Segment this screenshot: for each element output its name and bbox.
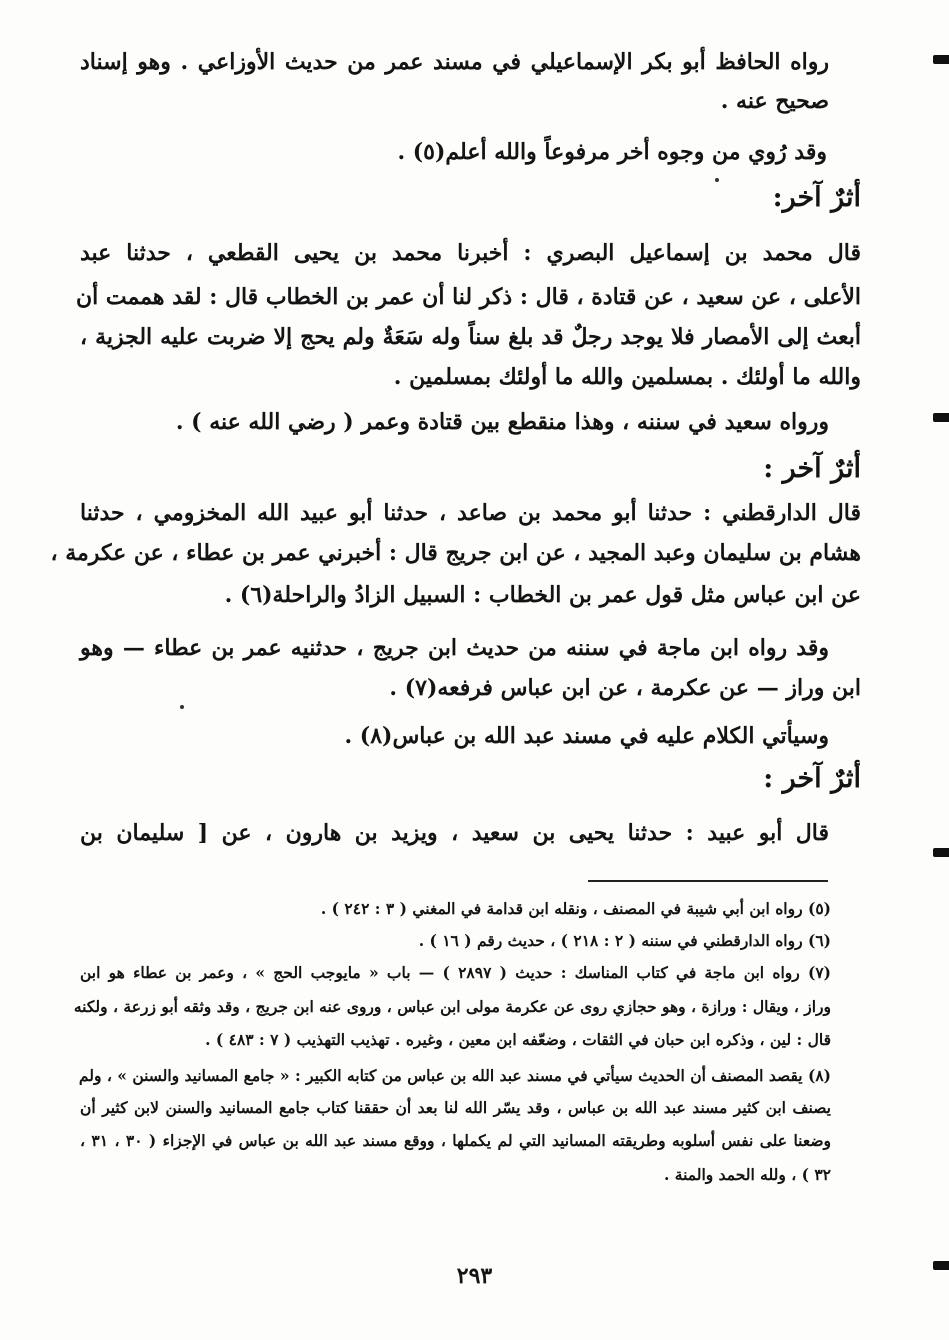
body-line: قال أبو عبيد : حدثنا يحيى بن سعيد ، ويزيد بن هارون ، عن [ سليمان بن bbox=[80, 820, 829, 846]
scan-edge-mark bbox=[933, 848, 949, 857]
section-heading: أثرٌ آخر: bbox=[772, 182, 861, 213]
body-line: أبعث إلى الأمصار فلا يوجد رجلٌ قد بلغ سناً وله سَعَةٌ ولم يحج إلا ضربت عليه الجزية ، bbox=[80, 324, 861, 350]
scan-edge-mark bbox=[933, 1261, 949, 1270]
body-line: رواه الحافظ أبو بكر الإسماعيلي في مسند عمر من حديث الأوزاعي . وهو إسناد bbox=[80, 49, 829, 75]
footnote-line: (٨) يقصد المصنف أن الحديث سيأتي في مسند عبد الله بن عباس من كتابه الكبير : « جامع المسانيد والسنن » ، ولم bbox=[78, 1066, 831, 1085]
footnote-line: وراز ، ويقال : ورازة ، وهو حجازي روى عن عكرمة مولى ابن عباس ، وروى عنه ابن جريج ، وقد وثقه أبو زرعة ، ولكنه bbox=[73, 997, 831, 1016]
scan-edge-mark bbox=[933, 55, 949, 64]
body-line: والله ما أولئك . بمسلمين والله ما أولئك بمسلمين . bbox=[393, 364, 861, 390]
body-line: ورواه سعيد في سننه ، وهذا منقطع بين قتادة وعمر ( رضي الله عنه ) . bbox=[175, 409, 829, 435]
footnote-line: (٧) رواه ابن ماجة في كتاب المناسك : حديث ( ٢٨٩٧ ) — باب « مايوجب الحج » ، وعمر بن عطاء هو ابن bbox=[80, 963, 831, 982]
section-heading: أثرٌ آخر : bbox=[763, 453, 861, 484]
scan-edge-mark bbox=[933, 413, 949, 422]
body-line: الأعلى ، عن سعيد ، عن قتادة ، قال : ذكر لنا أن عمر بن الخطاب قال : لقد هممت أن bbox=[75, 284, 861, 310]
body-line: وقد رُوي من وجوه أخر مرفوعاً والله أعلم(٥) . bbox=[397, 139, 827, 165]
page-number: ٢٩٣ bbox=[456, 1263, 493, 1289]
body-line: هشام بن سليمان وعبد المجيد ، عن ابن جريج قال : أخبرني عمر بن عطاء ، عن عكرمة ، bbox=[50, 540, 861, 566]
footnote-line: قال : لين ، وذكره ابن حبان في الثقات ، وضعّفه ابن معين ، وغيره . تهذيب التهذيب ( ٧ : ٤٨٣ ) . bbox=[205, 1030, 831, 1049]
footnote-separator bbox=[588, 880, 828, 882]
body-line: ابن وراز — عن عكرمة ، عن ابن عباس فرفعه(٧) . bbox=[389, 675, 861, 701]
footnote-line: (٦) رواه الدارقطني في سننه ( ٢ : ٢١٨ ) ، حديث رقم ( ١٦ ) . bbox=[418, 931, 831, 950]
footnote-line: يصنف ابن كثير مسند عبد الله بن عباس ، وقد يسّر الله لنا بعد أن حققنا كتاب جامع المسانيد والسنن لابن كثير أن bbox=[80, 1098, 831, 1117]
body-line: عن ابن عباس مثل قول عمر بن الخطاب : السبيل الزادُ والراحلة(٦) . bbox=[224, 582, 861, 608]
footnote-line: وضعنا على نفس أسلوبه وطريقته المسانيد التي لم يكملها ، ووقع مسند عبد الله بن عباس في الإجزاء ( ٣٠ ، ٣١ ، bbox=[80, 1131, 831, 1150]
footnote-line: ٣٢ ) ، ولله الحمد والمنة . bbox=[663, 1165, 831, 1184]
body-line: وقد رواه ابن ماجة في سننه من حديث ابن جريج ، حدثنيه عمر بن عطاء — وهو bbox=[80, 635, 829, 661]
body-line: صحيح عنه . bbox=[720, 88, 829, 114]
footnote-line: (٥) رواه ابن أبي شيبة في المصنف ، ونقله ابن قدامة في المغني ( ٣ : ٢٤٢ ) . bbox=[320, 899, 831, 918]
body-line: وسيأتي الكلام عليه في مسند عبد الله بن عباس(٨) . bbox=[344, 723, 829, 749]
scan-speck bbox=[715, 178, 719, 182]
body-line: قال الدارقطني : حدثنا أبو محمد بن صاعد ، حدثنا أبو عبيد الله المخزومي ، حدثنا bbox=[80, 500, 861, 526]
section-heading: أثرٌ آخر : bbox=[763, 763, 861, 794]
body-line: قال محمد بن إسماعيل البصري : أخبرنا محمد بن يحيى القطعي ، حدثنا عبد bbox=[80, 240, 861, 266]
scan-speck bbox=[180, 705, 184, 709]
